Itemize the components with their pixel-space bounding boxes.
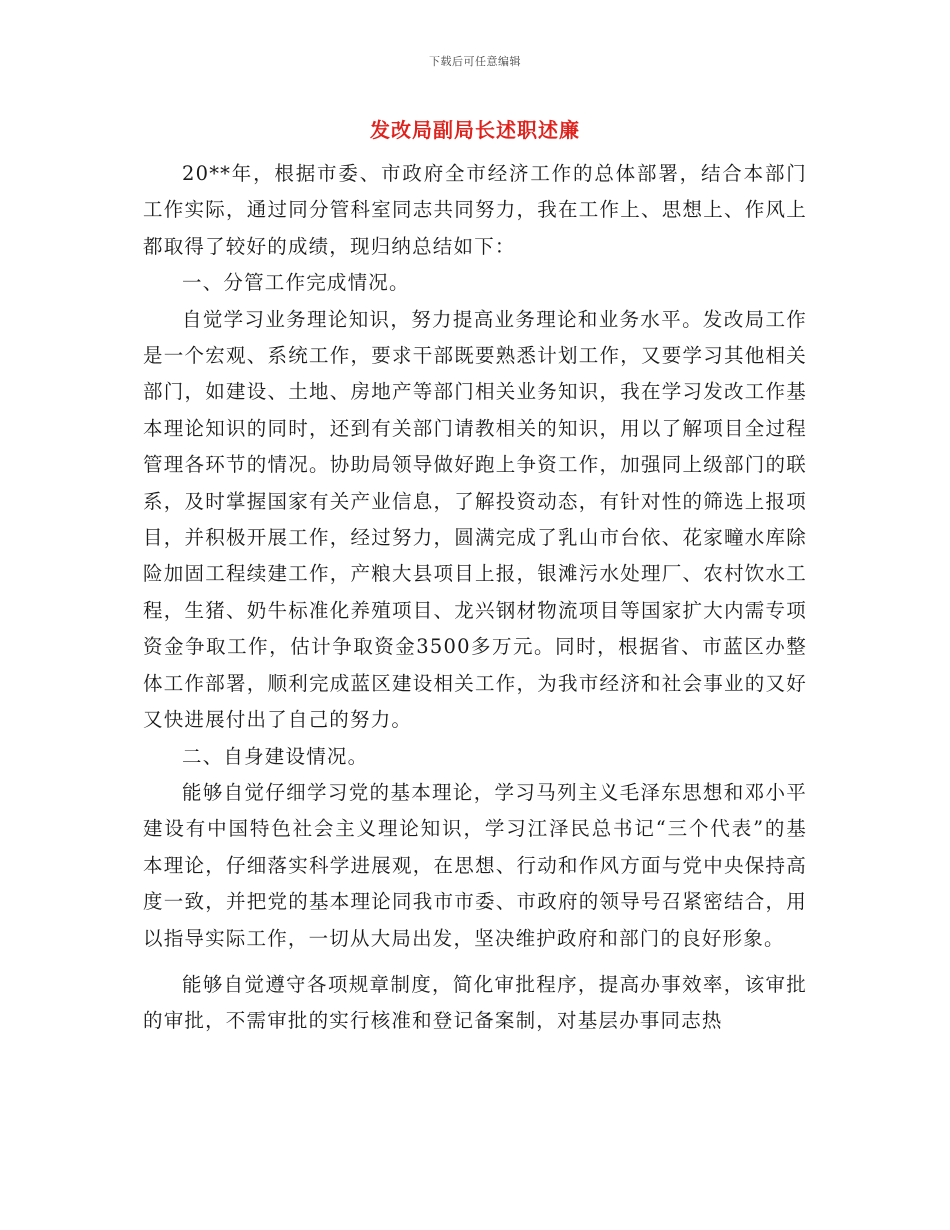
section-heading-work: 一、分管工作完成情况。 bbox=[182, 271, 410, 295]
section-heading-self: 二、自身建设情况。 bbox=[182, 744, 369, 768]
header-note: 下载后可任意编辑 bbox=[429, 55, 521, 68]
document-title: 发改局副局长述职述廉 bbox=[370, 118, 580, 142]
document-body bbox=[143, 156, 807, 1040]
paragraph-work: 自觉学习业务理论知识，努力提高业务理论和业务水平。发改局工作是一个宏观、系统工作，要求干部既要熟悉计划工作，又要学习其他相关部门，如建设、土地、房地产等部门相关业务知识，我在学习发改工作基本理论知识的同时，还到有关部门请教相关的知识，用以了解项目全过程管理各环节的情况。协助局领导做好跑上争资工作，加强同上级部门的联系，及时掌握国家有关产业信息，了解投资动态，有针对性的筛选上报项目，并积极开展工作，经过努力，圆满完成了乳山市台依、花家疃水库除险加固工程续建工作，产粮大县项目上报，银滩污水处理厂、农村饮水工程，生猪、奶牛标准化养殖项目、龙兴钢材物流项目等国家扩大内需专项资金争取工作，估计争取资金3500多万元。同时，根据省、市蓝区办整体工作部署，顺利完成蓝区建设相关工作，为我市经济和社会事业的又好又快进展付出了自己的努力。 bbox=[143, 307, 807, 732]
paragraph-intro: 20**年，根据市委、市政府全市经济工作的总体部署，结合本部门工作实际，通过同分管科室同志共同努力，我在工作上、思想上、作风上都取得了较好的成绩，现归纳总结如下： bbox=[143, 162, 807, 258]
paragraph-rules: 能够自觉遵守各项规章制度，简化审批程序，提高办事效率，该审批的审批，不需审批的实行核准和登记备案制，对基层办事同志热 bbox=[143, 972, 807, 1033]
paragraph-theory: 能够自觉仔细学习党的基本理论，学习马列主义毛泽东思想和邓小平建设有中国特色社会主义理论知识，学习江泽民总书记“三个代表”的基本理论，仔细落实科学进展观，在思想、行动和作风方面与党中央保持高度一致，并把党的基本理论同我市市委、市政府的领导号召紧密结合，用以指导实际工作，一切从大局出发，坚决维护政府和部门的良好形象。 bbox=[143, 780, 807, 950]
